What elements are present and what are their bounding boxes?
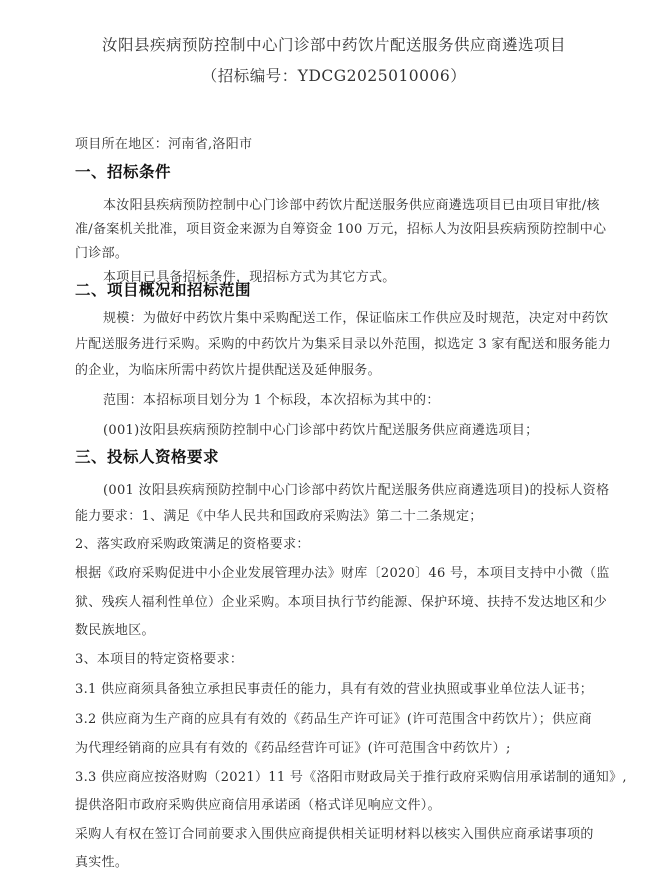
paragraph-line: 门诊部。: [75, 246, 129, 261]
project-location: 项目所在地区：河南省,洛阳市: [75, 137, 253, 152]
document-title: 汝阳县疾病预防控制中心门诊部中药饮片配送服务供应商遴选项目: [101, 36, 566, 54]
paragraph-line: 根据《政府采购促进中小企业发展管理办法》财库〔2020〕46 号，本项目支持中小微（监: [75, 566, 610, 581]
paragraph-line: 范围：本招标项目划分为 1 个标段，本次招标为其中的：: [103, 393, 440, 408]
paragraph-line: 3.2 供应商为生产商的应具有有效的《药品生产许可证》(许可范围含中药饮片）；供应商: [75, 712, 592, 727]
paragraph-line: 准/备案机关批准，项目资金来源为自筹资金 100 万元，招标人为汝阳县疾病预防控制中心: [75, 222, 607, 237]
paragraph-line: (001 汝阳县疾病预防控制中心门诊部中药饮片配送服务供应商遴选项目)的投标人资格: [103, 483, 610, 498]
paragraph-line: 狱、残疾人福利性单位）企业采购。本项目执行节约能源、保护环境、扶持不发达地区和少: [75, 595, 608, 610]
paragraph-line: 数民族地区。: [75, 623, 155, 638]
paragraph-line: 2、落实政府采购政策满足的资格要求：: [75, 537, 310, 552]
paragraph-line: 片配送服务进行采购。采购的中药饮片为集采目录以外范围，拟选定 3 家有配送和服务能力: [75, 337, 612, 352]
paragraph-line: 提供洛阳市政府采购供应商信用承诺函（格式详见响应文件）。: [75, 798, 441, 813]
paragraph-line: 本汝阳县疾病预防控制中心门诊部中药饮片配送服务供应商遴选项目已由项目审批/核: [103, 198, 600, 213]
paragraph-line: 能力要求：1、满足《中华人民共和国政府采购法》第二十二条规定；: [75, 509, 483, 524]
paragraph-line: (001)汝阳县疾病预防控制中心门诊部中药饮片配送服务供应商遴选项目；: [103, 423, 539, 438]
section-2-heading: 二、项目概况和招标范围: [75, 281, 252, 299]
paragraph-line: 的企业，为临床所需中药饮片提供配送及延伸服务。: [75, 363, 381, 378]
paragraph-line: 为代理经销商的应具有有效的《药品经营许可证》(许可范围含中药饮片）;: [75, 741, 511, 756]
paragraph-line: 真实性。: [75, 855, 129, 870]
tender-number: （招标编号：YDCG2025010006）: [201, 67, 467, 85]
paragraph-line: 本项目已具备招标条件，现招标方式为其它方式。: [103, 270, 396, 285]
paragraph-line: 3.3 供应商应按洛财购（2021）11 号《洛阳市财政局关于推行政府采购信用承诺制的通知》,: [75, 770, 627, 785]
paragraph-line: 规模：为做好中药饮片集中采购配送工作，保证临床工作供应及时规范，决定对中药饮: [103, 311, 609, 326]
section-3-heading: 三、投标人资格要求: [75, 448, 220, 466]
paragraph-line: 3、本项目的特定资格要求：: [75, 652, 244, 667]
paragraph-line: 采购人有权在签订合同前要求入围供应商提供相关证明材料以核实入围供应商承诺事项的: [75, 827, 594, 842]
paragraph-line: 3.1 供应商须具备独立承担民事责任的能力，具有有效的营业执照或事业单位法人证书；: [75, 682, 594, 697]
section-1-heading: 一、招标条件: [75, 163, 172, 181]
